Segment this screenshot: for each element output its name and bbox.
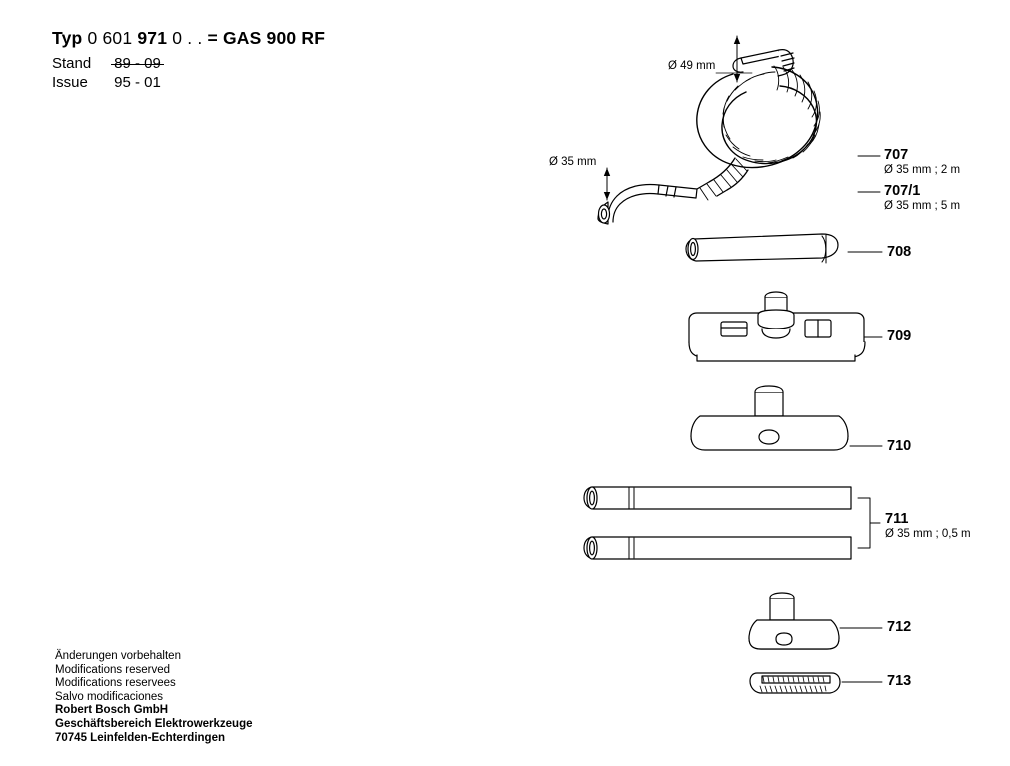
callout-712 bbox=[887, 619, 911, 635]
callout-707-number: 707 bbox=[884, 147, 909, 163]
footer-company-division: Geschäftsbereich Elektrowerkzeuge bbox=[55, 717, 253, 730]
title-type-number-b: 971 bbox=[137, 28, 168, 48]
callout-707-1-number: 707/1 bbox=[884, 183, 921, 199]
issue-row bbox=[52, 73, 325, 92]
title-model: GAS 900 RF bbox=[222, 28, 326, 48]
stand-value: 89 - 09 bbox=[114, 55, 161, 72]
dimension-label-hose-lower: Ø 35 mm bbox=[549, 156, 597, 168]
header bbox=[52, 28, 325, 92]
page-title bbox=[52, 28, 325, 48]
callout-711 bbox=[885, 511, 971, 541]
stand-row bbox=[52, 54, 325, 73]
callout-710-number: 710 bbox=[887, 438, 912, 454]
footer bbox=[55, 650, 253, 745]
callout-713 bbox=[887, 673, 911, 689]
stand-label: Stand bbox=[52, 55, 92, 72]
callout-710 bbox=[887, 438, 911, 454]
part-illustration-extension-tubes bbox=[584, 487, 880, 559]
part-illustration-crevice-nozzle bbox=[686, 234, 882, 263]
callout-707-1-spec: Ø 35 mm ; 5 m bbox=[884, 200, 961, 212]
part-illustration-floor-nozzle bbox=[689, 292, 882, 361]
issue-label: Issue bbox=[52, 74, 88, 91]
title-type-number-a: 0 601 bbox=[87, 28, 133, 48]
part-illustration-suction-hose bbox=[598, 36, 880, 224]
callout-708 bbox=[887, 244, 911, 260]
callout-711-number: 711 bbox=[885, 511, 909, 527]
part-illustration-upholstery-nozzle bbox=[749, 593, 882, 649]
footer-company-name: Robert Bosch GmbH bbox=[55, 704, 169, 717]
footer-note-de: Änderungen vorbehalten bbox=[55, 650, 181, 662]
callout-707-1 bbox=[884, 183, 960, 213]
callout-708-number: 708 bbox=[887, 244, 912, 260]
footer-company-address: 70745 Leinfelden-Echterdingen bbox=[55, 731, 225, 744]
callout-707 bbox=[884, 147, 960, 177]
callout-713-number: 713 bbox=[887, 673, 912, 689]
title-type-number-c: 0 . . bbox=[172, 28, 203, 48]
callout-712-number: 712 bbox=[887, 619, 912, 635]
title-equals: = bbox=[207, 28, 218, 48]
dimension-label-hose-upper: Ø 49 mm bbox=[668, 60, 716, 72]
part-illustration-brush-insert bbox=[750, 673, 882, 693]
callout-707-spec: Ø 35 mm ; 2 m bbox=[884, 164, 961, 176]
footer-note-en: Modifications reserved bbox=[55, 663, 171, 676]
footer-note-fr: Modifications reservees bbox=[55, 677, 176, 690]
callout-711-spec: Ø 35 mm ; 0,5 m bbox=[885, 528, 971, 540]
callout-709 bbox=[887, 328, 911, 344]
footer-note-es: Salvo modificaciones bbox=[55, 690, 164, 703]
part-illustration-brush-nozzle bbox=[691, 386, 882, 450]
issue-value: 95 - 01 bbox=[114, 74, 161, 91]
title-type-prefix: Typ bbox=[52, 28, 83, 48]
callout-709-number: 709 bbox=[887, 328, 912, 344]
